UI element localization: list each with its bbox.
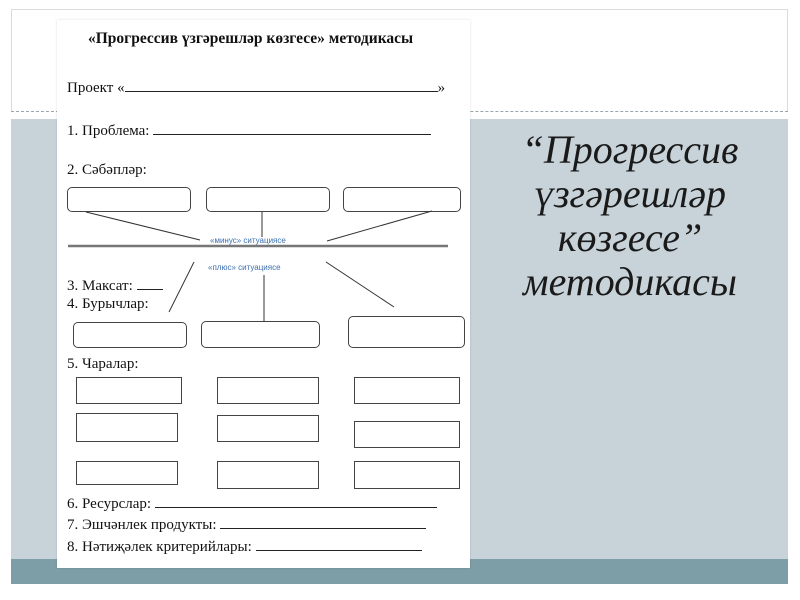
goal-label: 3. Максат: bbox=[67, 278, 133, 294]
causes-label: 2. Сәбәпләр: bbox=[67, 162, 147, 178]
project-end: » bbox=[437, 80, 446, 96]
measure-box-3-1 bbox=[76, 461, 178, 485]
task-box-1 bbox=[73, 322, 187, 348]
problem-label: 1. Проблема: bbox=[67, 123, 150, 139]
measure-box-3-2 bbox=[217, 461, 319, 489]
measure-box-1-2 bbox=[217, 377, 319, 404]
task-box-3 bbox=[348, 316, 465, 348]
measure-box-2-3 bbox=[354, 421, 460, 448]
slide-title-line-2: үзгәрешләр bbox=[533, 171, 727, 216]
slide-title-line-4: методикасы bbox=[523, 259, 737, 304]
measure-box-2-2 bbox=[217, 415, 319, 442]
slide-title bbox=[480, 128, 780, 304]
project-label: Проект « bbox=[67, 80, 125, 96]
tasks-label: 4. Бурычлар: bbox=[67, 296, 149, 312]
criteria-label: 8. Нәтиҗәлек критерийлары: bbox=[67, 539, 252, 555]
task-box-2 bbox=[201, 321, 320, 348]
connector-line bbox=[86, 212, 200, 240]
criteria-fill-line bbox=[256, 537, 422, 551]
document-title: «Прогрессив үзгәрешләр көзгесе» методикасы bbox=[88, 30, 414, 47]
resources-label: 6. Ресурслар: bbox=[67, 496, 152, 512]
slide-title-line-3: көзгесе” bbox=[557, 215, 703, 260]
product-fill-line bbox=[220, 515, 426, 529]
measure-box-3-3 bbox=[354, 461, 460, 489]
minus-situation-label: «минус» ситуациясе bbox=[210, 236, 286, 245]
product-label: 7. Эшчәнлек продукты: bbox=[67, 517, 217, 533]
criteria-line bbox=[67, 537, 422, 556]
slide-title-line-1: “Прогрессив bbox=[521, 127, 739, 172]
connector-line bbox=[327, 211, 432, 241]
plus-situation-label: «плюс» ситуациясе bbox=[208, 263, 281, 272]
product-line bbox=[67, 515, 426, 534]
measure-box-2-1 bbox=[76, 413, 178, 442]
measures-label: 5. Чаралар: bbox=[67, 356, 139, 372]
connector-line bbox=[326, 262, 394, 307]
measure-box-1-1 bbox=[76, 377, 182, 404]
measure-box-1-3 bbox=[354, 377, 460, 404]
goal-line bbox=[67, 276, 163, 295]
resources-fill-line bbox=[155, 494, 437, 508]
connector-line bbox=[169, 262, 194, 312]
resources-line bbox=[67, 494, 437, 513]
goal-fill-line bbox=[137, 276, 163, 290]
